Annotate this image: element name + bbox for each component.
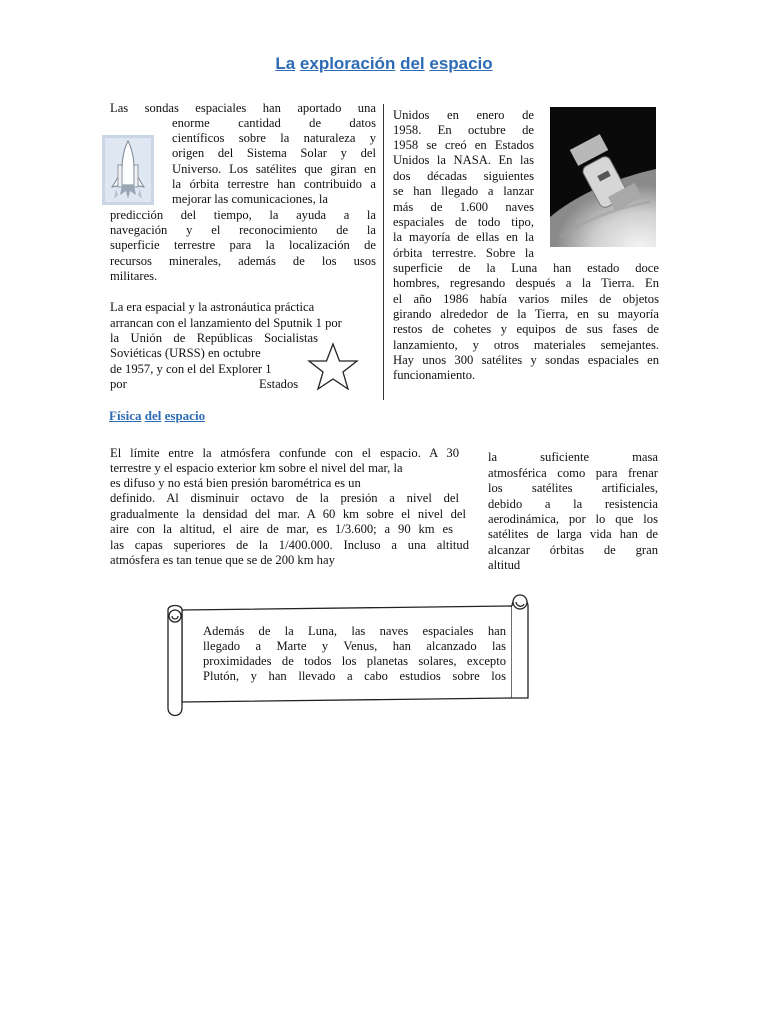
fisica-right-line: satélites de larga vida han de [488, 527, 658, 541]
col2-line: el año 1986 había varios miles de objetos [393, 292, 659, 306]
col2-line: más de 1.600 naves [393, 200, 534, 214]
col2-line: órbita terrestre. Sobre la [393, 246, 534, 260]
col2-line: 1958. En octubre de [393, 123, 534, 137]
col1-p1-line: Las sondas espaciales han aportado una [110, 101, 376, 115]
space-shuttle-icon [102, 135, 154, 205]
col1-p1-line: recursos minerales, además de los usos [110, 254, 376, 268]
star-icon [306, 342, 360, 392]
col1-p1-line: científicos sobre la naturaleza y [172, 131, 376, 145]
fisica-left-line: atmósfera es tan tenue que se de 200 km hay [110, 553, 335, 567]
fisica-right-line: la suficiente masa [488, 450, 658, 464]
col1-p1-line: origen del Sistema Solar y del [172, 146, 376, 160]
col2-line: dos décadas siguientes [393, 169, 534, 183]
col2-line: Hay unos 300 satélites y sondas espaciales en [393, 353, 659, 367]
col2-line: superficie de la Luna han estado doce [393, 261, 659, 275]
col2-line: Unidos la NASA. En las [393, 153, 534, 167]
col2-line: 1958 se creó en Estados [393, 138, 534, 152]
scroll-line: llegado a Marte y Venus, han alcanzado las [203, 639, 506, 653]
col1-p2-line: la Unión de Repúblicas Socialistas [110, 331, 318, 345]
col1-p1-line: Universo. Los satélites que giran en [172, 162, 376, 176]
col1-p1-line: la órbita terrestre han contribuido a [172, 177, 376, 191]
fisica-left-line: definido. Al disminuir octavo de la presión a nivel del [110, 491, 459, 505]
col2-line: Unidos en enero de [393, 108, 534, 122]
heading-word: Física [109, 408, 142, 423]
col2-line: la mayoría de ellas en la [393, 230, 534, 244]
fisica-left-line: las capas superiores de la 1/400.000. Incluso a una altitud [110, 538, 469, 552]
col2-line: lanzamiento, y otros materiales semejantes. [393, 338, 659, 352]
scroll-line: proximidades de todos los planetas solares, excepto [203, 654, 506, 668]
section-heading [109, 408, 205, 424]
col1-p1-line: mejorar las comunicaciones, la [172, 192, 328, 206]
title-word: del [400, 54, 425, 73]
col2-line: hombres, regresando después a la Tierra. En [393, 276, 659, 290]
fisica-left-line: es difuso y no está bien presión barométrica es un [110, 476, 361, 490]
fisica-right-line: altitud [488, 558, 521, 572]
title-word: espacio [429, 54, 493, 73]
col2-line: funcionamiento. [393, 368, 476, 382]
col1-p2-line: de 1957, y con el del Explorer 1 [110, 362, 272, 376]
col1-p2-line: La era espacial y la astronáutica práctica [110, 300, 315, 314]
fisica-right-line: aerodinámica, por lo que los [488, 512, 658, 526]
fisica-left-line: terrestre y el espacio exterior km sobre el nivel del mar, la [110, 461, 403, 475]
col1-p2-line: Estados [259, 377, 299, 391]
col1-p2-line: Soviéticas (URSS) en octubre [110, 346, 261, 360]
col1-p1-line: superficie terrestre para la localización de [110, 238, 376, 252]
col1-p2-line: por [110, 377, 127, 391]
fisica-right-line: los satélites artificiales, [488, 481, 658, 495]
col2-line: girando alrededor de la Tierra, en su mayoría [393, 307, 659, 321]
title-word: La [275, 54, 296, 73]
fisica-left-line: El límite entre la atmósfera confunde con el espacio. A 30 [110, 446, 459, 460]
fisica-left-line: gradualmente la densidad del mar. A 60 km sobre el nivel del [110, 507, 466, 521]
heading-word: del [144, 408, 162, 423]
heading-word: espacio [164, 408, 206, 423]
fisica-right-line: debido a la resistencia [488, 497, 658, 511]
satellite-photo [550, 107, 656, 247]
page-title [0, 54, 768, 74]
title-word: exploración [299, 54, 396, 73]
fisica-right-line: atmosférica como para frenar [488, 466, 658, 480]
scroll-line: Plutón, y han llevado a cabo estudios sobre los [203, 669, 506, 683]
fisica-left-line: aire con la altitud, el aire de mar, es 1/3.600; a 90 km es [110, 522, 453, 536]
col2-line: restos de cohetes y equipos de sus fases de [393, 322, 659, 336]
col2-line: espaciales de todo tipo, [393, 215, 534, 229]
col1-p1-line: enorme cantidad de datos [172, 116, 376, 130]
col1-p1-line: militares. [110, 269, 158, 283]
col1-p1-line: predicción del tiempo, la ayuda a la [110, 208, 376, 222]
fisica-right-line: alcanzar órbitas de gran [488, 543, 658, 557]
col1-p1-line: navegación y el reconocimiento de la [110, 223, 376, 237]
scroll-line: Además de la Luna, las naves espaciales han [203, 624, 506, 638]
col1-p2-line: arrancan con el lanzamiento del Sputnik 1 por [110, 316, 342, 330]
col2-line: se han llegado a lanzar [393, 184, 534, 198]
column-divider [383, 104, 384, 400]
